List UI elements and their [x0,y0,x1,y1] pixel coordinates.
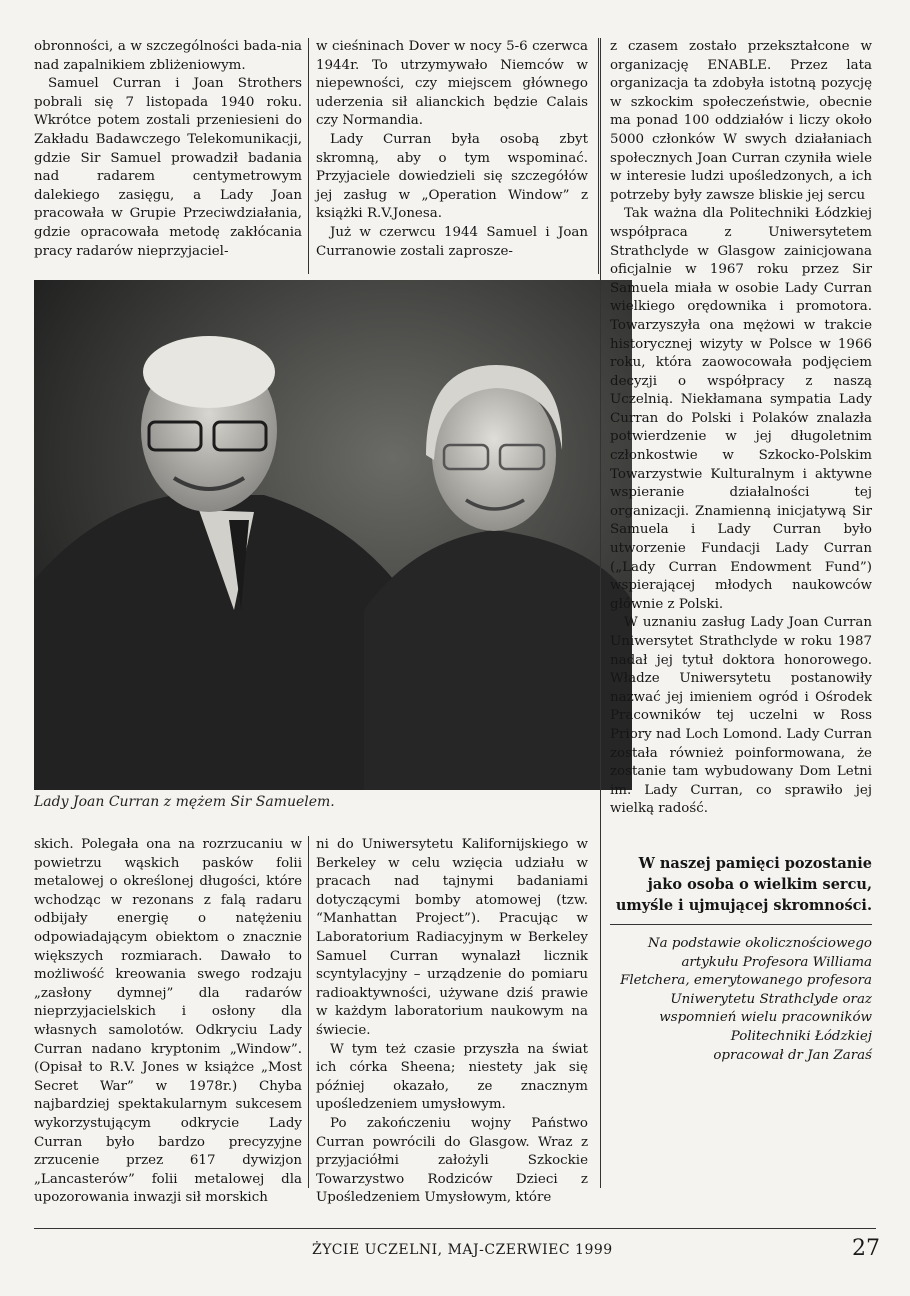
paragraph: obronności, a w szczególności bada-nia nad zapalnikiem zbliżeniowym. [34,39,302,73]
paragraph: Po zakończeniu wojny Państwo Curran powrócili do Glasgow. Wraz z przyjaciółmi założyli Szkockie Towarzystwo Rodziców Dzieci z Upośledzeniem Umysłowym, które [316,1115,588,1206]
column-2-top [316,38,588,261]
paragraph: W tym też czasie przyszła na świat ich córka Sheena; niestety jak się później okazało, ze znacznym upośledzeniem umysłowym. [316,1041,588,1113]
paragraph: Samuel Curran i Joan Strothers pobrali się 7 listopada 1940 roku. Wkrótce potem zostali przeniesieni do Zakładu Badawczego Telekomunikacji, gdzie Sir Samuel prowadził badania nad radarem centymetrowym dalekiego zasięgu, a Lady Joan pracowała w Grupie Przeciwdziałania, gdzie opracowała metodę zakłócania pracy radarów nieprzyjaciel- [34,76,302,259]
paragraph: W uznaniu zasług Lady Joan Curran Uniwersytet Strathclyde w roku 1987 nadał jej tytuł doktora honorowego. Władze Uniwersytetu postanowiły nazwać jej imieniem ogród i Ośrodek Pracowników tej uczelni w Ross Priory nad Loch Lomond. Lady Curran została również poinformowana, że zostanie tam wybudowany Dom Letni im. Lady Curran, co sprawiło jej wielką radość. [610,615,872,817]
column-2-bottom [316,836,588,1208]
column-1-bottom [34,836,302,1208]
source-credit: Na podstawie okolicznościowego artykułu Profesora Williama Fletchera, emerytowanego profesora Uniwerytetu Strathclyde oraz wspomnień wielu pracowników Politechniki Łódzkiej [620,935,872,1044]
paragraph: z czasem zostało przekształcone w organizację ENABLE. Przez lata organizacja ta zdobyła istotną pozycję w szkockim społeczeństwie, obecnie ma ponad 100 oddziałów i liczy około 5000 członków W swych działaniach społecznych Joan Curran czyniła wiele w interesie ludzi upośledzonych, a ich potrzeby były zawsze bliskie jej sercu [610,39,872,203]
column-divider [308,38,309,274]
paragraph: ni do Uniwersytetu Kalifornijskiego w Berkeley w celu wzięcia udziału w pracach nad tajnymi badaniami dotyczącymi bomby atomowej (tzw. “Manhattan Project”). Pracując w Laboratorium Radiacyjnym w Berkeley Samuel Curran wynalazł licznik scyntylacyjny – urządzenie do pomiaru radioaktywności, używane dziś prawie w każdym laboratorium naukowym na świecie. [316,837,588,1038]
paragraph: skich. Polegała ona na rozrzucaniu w powietrzu wąskich pasków folii metalowej o określonej długości, które wchodząc w rezonans z falą radaru odbijały energię o natężeniu odpowiadającym obiektom o znacznie większych rozmiarach. Dawało to możliwość kreowania swego rodzaju „zasłony dymnej” dla radarów nieprzyjacielskich i osłony dla własnych samolotów. Odkryciu Lady Curran nadano kryptonim „Window”.(Opisał to R.V. Jones w książce „Most Secret War” w 1978r.) Chyba najbardziej spektakularnym sukcesem wykorzystującym odkrycie Lady Curran było bardzo precyzyjne zrzucenie przez 617 dywizjon „Lancasterów” folii metalowej dla upozorowania inwazji sił morskich [34,837,302,1206]
footer-publication-title: ŻYCIE UCZELNI, MAJ-CZERWIEC 1999 [312,1242,613,1258]
column-1-top [34,38,302,261]
column-divider [308,836,309,1188]
column-divider [600,38,601,1188]
column-divider [598,38,599,274]
quote-divider [610,924,872,925]
paragraph: Tak ważna dla Politechniki Łódzkiej współpraca z Uniwersytetem Strathclyde w Glasgow zainicjowana oficjalnie w 1967 roku przez Sir Samuela miała w osobie Lady Curran wielkiego orędownika i promotora. Towarzyszyła ona mężowi w trakcie historycznej wizyty w Polsce w 1966 roku, która zaowocowała podjęciem decyzji o współpracy z naszą Uczelnią. Niekłamana sympatia Lady Curran do Polski i Polaków znalazła potwierdzenie w jej długoletnim członkostwie w Szkocko-Polskim Towarzystwie Kulturalnym i aktywne wspieranie działalności tej organizacji. Znamienną inicjatywą Sir Samuela i Lady Curran było utworzenie Fundacji Lady Curran („Lady Curran Endowment Fund”) wspierającej młodych naukowców głównie z Polski. [610,206,872,612]
column-3 [610,38,872,1065]
paragraph: Już w czerwcu 1944 Samuel i Joan Curranowie zostali zaprosze- [316,224,588,259]
paragraph: w cieśninach Dover w nocy 5-6 czerwca 1944r. To utrzymywało Niemców w niepewności, czy miejscem głównego uderzenia sił alianckich będzie Calais czy Normandia. [316,39,588,129]
paragraph: Lady Curran była osobą zbyt skromną, aby o tym wspominać. Przyjaciele dowiedzieli się szczegółów jej zasług w „Operation Window” z książki R.V.Jonesa. [316,131,588,222]
author-credit: opracował dr Jan Zaraś [713,1047,872,1063]
footer-rule [34,1228,876,1229]
photo-lady-curran-and-husband [34,280,632,790]
page-number: 27 [852,1236,880,1261]
photo-caption: Lady Joan Curran z mężem Sir Samuelem. [34,794,335,810]
memorial-quote: W naszej pamięci pozostanie jako osoba o wielkim sercu, umyśle i ujmującej skromności. [615,854,872,914]
portrait-illustration [34,280,632,790]
